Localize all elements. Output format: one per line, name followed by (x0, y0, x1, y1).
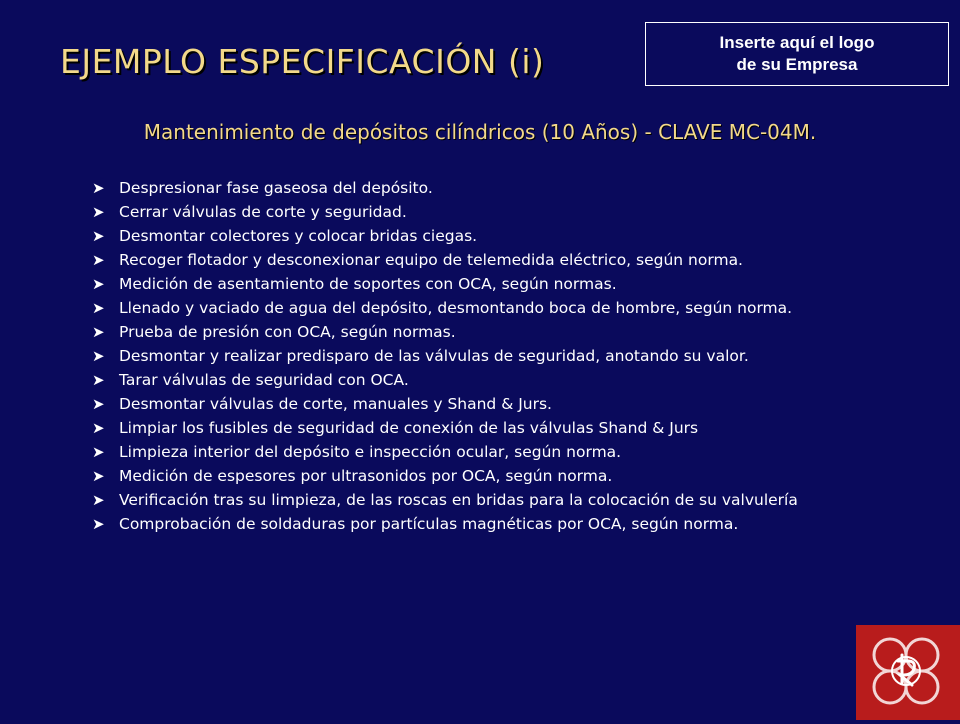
bullet-text: Despresionar fase gaseosa del depósito. (119, 179, 433, 197)
arrowhead-icon: ➤ (92, 395, 105, 413)
arrowhead-icon: ➤ (92, 443, 105, 461)
bullet-text: Verificación tras su limpieza, de las roscas en bridas para la colocación de su valvulería (119, 491, 798, 509)
bullet-item (92, 396, 902, 412)
bullet-text: Tarar válvulas de seguridad con OCA. (119, 371, 409, 389)
logo-placeholder-line2: de su Empresa (736, 55, 858, 74)
bullet-text: Limpiar los fusibles de seguridad de conexión de las válvulas Shand & Jurs (119, 419, 699, 437)
bullet-text: Comprobación de soldaduras por partículas magnéticas por OCA, según norma. (119, 515, 739, 533)
bullet-text: Cerrar válvulas de corte y seguridad. (119, 203, 407, 221)
slide-title: EJEMPLO ESPECIFICACIÓN (i) (60, 42, 545, 81)
bullet-item (92, 444, 902, 460)
emblem-graphic (856, 625, 960, 720)
bullet-item (92, 324, 902, 340)
bullet-item (92, 180, 902, 196)
bullet-text: Medición de espesores por ultrasonidos por OCA, según norma. (119, 467, 613, 485)
bullet-item (92, 300, 902, 316)
arrowhead-icon: ➤ (92, 227, 105, 245)
bullet-text: Recoger flotador y desconexionar equipo de telemedida eléctrico, según norma. (119, 251, 743, 269)
arrowhead-icon: ➤ (92, 347, 105, 365)
arrowhead-icon: ➤ (92, 515, 105, 533)
arrowhead-icon: ➤ (92, 203, 105, 221)
bullet-text: Limpieza interior del depósito e inspección ocular, según norma. (119, 443, 622, 461)
bullet-text: Desmontar y realizar predisparo de las válvulas de seguridad, anotando su valor. (119, 347, 749, 365)
bullet-item (92, 348, 902, 364)
arrowhead-icon: ➤ (92, 275, 105, 293)
arrowhead-icon: ➤ (92, 467, 105, 485)
arrowhead-icon: ➤ (92, 179, 105, 197)
bullet-text: Desmontar colectores y colocar bridas ciegas. (119, 227, 478, 245)
logo-placeholder-line1: Inserte aquí el logo (719, 33, 875, 52)
bullet-item (92, 420, 902, 436)
arrowhead-icon: ➤ (92, 419, 105, 437)
bullet-list (92, 180, 902, 540)
bullet-item (92, 204, 902, 220)
slide-subtitle: Mantenimiento de depósitos cilíndricos (10 Años) - CLAVE MC-04M. (143, 120, 817, 144)
arrowhead-icon: ➤ (92, 251, 105, 269)
bullet-item (92, 228, 902, 244)
bullet-item (92, 276, 902, 292)
company-emblem-logo (856, 625, 960, 720)
bullet-text: Prueba de presión con OCA, según normas. (119, 323, 456, 341)
bullet-item (92, 468, 902, 484)
bullet-text: Desmontar válvulas de corte, manuales y Shand & Jurs. (119, 395, 552, 413)
bullet-item (92, 492, 902, 508)
arrowhead-icon: ➤ (92, 371, 105, 389)
bullet-item (92, 516, 902, 532)
bullet-item (92, 252, 902, 268)
logo-placeholder (645, 22, 949, 86)
bullet-text: Llenado y vaciado de agua del depósito, desmontando boca de hombre, según norma. (119, 299, 793, 317)
bullet-text: Medición de asentamiento de soportes con OCA, según normas. (119, 275, 617, 293)
arrowhead-icon: ➤ (92, 491, 105, 509)
arrowhead-icon: ➤ (92, 299, 105, 317)
bullet-item (92, 372, 902, 388)
arrowhead-icon: ➤ (92, 323, 105, 341)
